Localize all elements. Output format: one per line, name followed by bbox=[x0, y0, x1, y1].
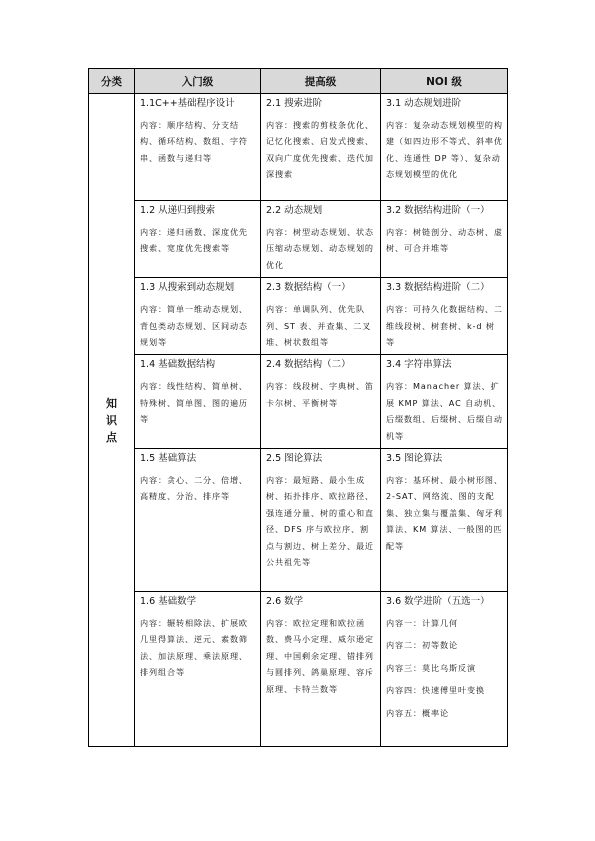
topic-title: 2.6 数学 bbox=[266, 596, 304, 608]
topic-cell bbox=[261, 278, 381, 355]
topic-title: 1.4 基础数据结构 bbox=[140, 359, 216, 371]
topic-title: 1.5 基础算法 bbox=[140, 453, 197, 465]
topic-title: 1.1C++基础程序设计 bbox=[140, 98, 235, 109]
topic-cell bbox=[261, 592, 381, 747]
topic-content: 内容：树链剖分、动态树、虚树、可合并堆等 bbox=[386, 227, 503, 254]
table-row bbox=[89, 355, 508, 449]
topic-cell bbox=[135, 355, 261, 449]
topic-cell bbox=[261, 94, 381, 201]
topic-content: 内容四：快速傅里叶变换 bbox=[386, 685, 485, 696]
topic-content: 内容：复杂动态规划模型的构建（如四边形不等式、斜率优化、连通性 DP 等）、复杂动态规划模型的优化 bbox=[386, 120, 503, 180]
topic-title: 3.5 图论算法 bbox=[386, 453, 443, 465]
topic-content: 内容：辗转相除法、扩展欧几里得算法、逆元、素数筛法、加法原理、乘法原理、排列组合等 bbox=[140, 618, 248, 678]
topic-title: 2.2 动态规划 bbox=[266, 205, 323, 216]
topic-cell bbox=[381, 94, 508, 201]
table-row bbox=[89, 94, 508, 201]
topic-title: 2.5 图论算法 bbox=[266, 453, 323, 465]
header-noi-level: NOI 级 bbox=[381, 69, 508, 94]
topic-content: 内容：简单一维动态规划、背包类动态规划、区间动态规划等 bbox=[140, 304, 248, 348]
topic-cell bbox=[135, 449, 261, 592]
topic-title: 1.3 从搜索到动态规划 bbox=[140, 282, 235, 294]
topic-cell bbox=[261, 355, 381, 449]
header-category: 分类 bbox=[89, 69, 135, 94]
topic-title: 3.2 数据结构进阶（一） bbox=[386, 205, 490, 216]
topic-cell bbox=[381, 355, 508, 449]
table-row bbox=[89, 201, 508, 278]
topic-content: 内容三：莫比乌斯反演 bbox=[386, 662, 476, 673]
topic-content: 内容：最短路、最小生成树、拓扑排序、欧拉路径、强连通分量、树的重心和直径、DFS 序与欧拉序、割点与割边、树上差分、最近公共祖先等 bbox=[266, 475, 374, 568]
topic-content: 内容五：概率论 bbox=[386, 707, 449, 718]
topic-title: 2.4 数据结构（二） bbox=[266, 359, 351, 371]
topic-content: 内容：搜索的剪枝条优化、记忆化搜索、启发式搜索、双向广度优先搜索、迭代加深搜索 bbox=[266, 120, 374, 180]
header-row bbox=[89, 69, 508, 94]
topic-content: 内容：单调队列、优先队列、ST 表、并查集、二叉堆、树状数组等 bbox=[266, 304, 372, 348]
topic-content: 内容：递归函数、深度优先搜索、宽度优先搜索等 bbox=[140, 227, 248, 254]
topic-title: 3.4 字符串算法 bbox=[386, 359, 452, 371]
topic-content: 内容：线段树、字典树、笛卡尔树、平衡树等 bbox=[266, 381, 374, 408]
category-char: 识 bbox=[106, 413, 117, 427]
topic-content: 内容：欧拉定理和欧拉函数、费马小定理、威尔逊定理、中国剩余定理、错排列与圆排列、鸽巢原理、容斥原理、卡特兰数等 bbox=[266, 618, 374, 694]
topic-content: 内容一：计算几何 bbox=[386, 618, 458, 629]
topic-cell bbox=[381, 592, 508, 747]
category-cell bbox=[89, 94, 135, 747]
topic-cell bbox=[135, 278, 261, 355]
topic-title: 2.1 搜索进阶 bbox=[266, 98, 323, 109]
topic-content: 内容：树型动态规划、状态压缩动态规划、动态规划的优化 bbox=[266, 227, 374, 270]
topic-cell bbox=[135, 201, 261, 278]
topic-content: 内容：贪心、二分、倍增、高精度、分治、排序等 bbox=[140, 475, 248, 502]
topic-title: 2.3 数据结构（一） bbox=[266, 282, 351, 294]
topic-title: 3.1 动态规划进阶 bbox=[386, 98, 462, 109]
topic-title: 1.6 基础数学 bbox=[140, 596, 197, 608]
category-char: 点 bbox=[106, 430, 117, 444]
topic-cell bbox=[135, 94, 261, 201]
topic-cell bbox=[261, 201, 381, 278]
topic-content: 内容二：初等数论 bbox=[386, 640, 458, 651]
topic-content: 内容：线性结构、简单树、特殊树、简单图、图的遍历等 bbox=[140, 381, 248, 425]
category-char: 知 bbox=[106, 396, 117, 410]
topic-content: 内容：Manacher 算法、扩展 KMP 算法、AC 自动机、后缀数组、后缀树、后缀自动机等 bbox=[386, 381, 503, 441]
topic-cell bbox=[381, 449, 508, 592]
topic-content: 内容：基环树、最小树形图、2-SAT、网络流、图的支配集、独立集与覆盖集、匈牙利算法、KM 算法、一般图的匹配等 bbox=[386, 475, 503, 551]
topic-title: 3.6 数学进阶（五选一） bbox=[386, 596, 490, 608]
topic-cell bbox=[135, 592, 261, 747]
table-row bbox=[89, 449, 508, 592]
header-entry-level: 入门级 bbox=[135, 69, 261, 94]
topic-title: 3.3 数据结构进阶（二） bbox=[386, 282, 490, 294]
syllabus-table bbox=[88, 68, 508, 747]
table-row bbox=[89, 592, 508, 747]
topic-content: 内容：可持久化数据结构、二维线段树、树套树、k-d 树等 bbox=[386, 304, 503, 348]
topic-title: 1.2 从递归到搜索 bbox=[140, 205, 216, 216]
topic-cell bbox=[381, 201, 508, 278]
topic-cell bbox=[261, 449, 381, 592]
header-advanced-level: 提高级 bbox=[261, 69, 381, 94]
topic-cell bbox=[381, 278, 508, 355]
table-row bbox=[89, 278, 508, 355]
topic-content: 内容：顺序结构、分支结构、循环结构、数组、字符串、函数与递归等 bbox=[140, 120, 248, 163]
